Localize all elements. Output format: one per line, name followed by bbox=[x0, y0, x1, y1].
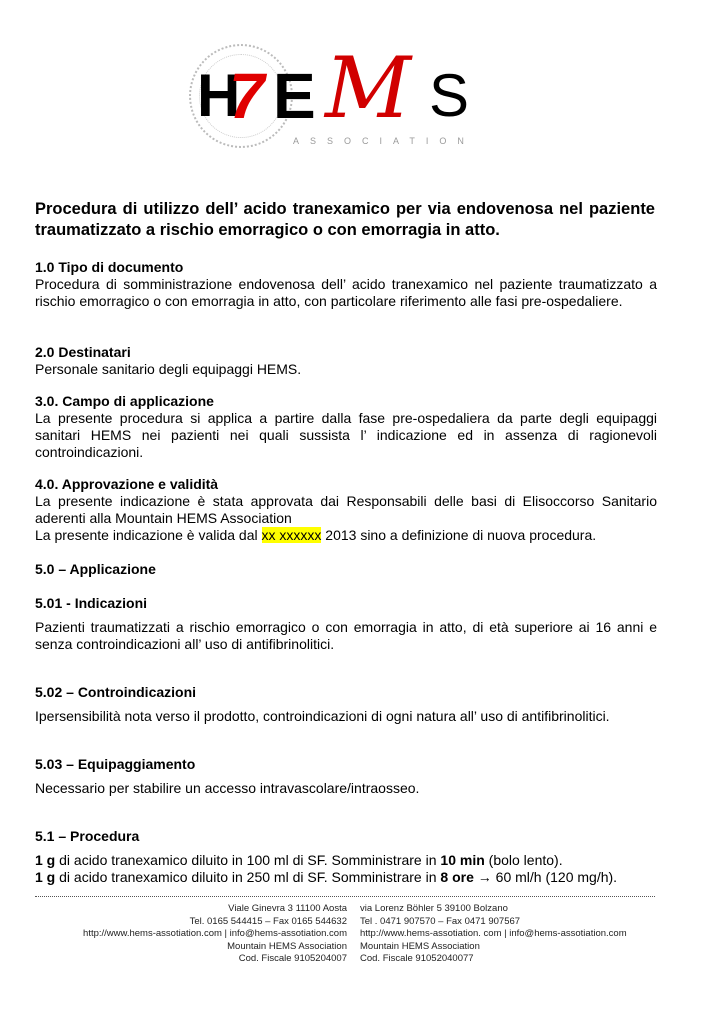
section-body-validita bbox=[35, 527, 657, 544]
section-heading-controindicazioni: 5.02 – Controindicazioni bbox=[35, 684, 197, 700]
hems-association-logo bbox=[185, 40, 525, 165]
section-body-controindicazioni: Ipersensibilità nota verso il prodotto, controindicazioni di ogni natura all’ uso di antifibrinolitici. bbox=[35, 708, 610, 724]
section-body-indicazioni: Pazienti traumatizzati a rischio emorragico o con emorragia in atto, di età superiore ai 16 anni e senza controindicazioni all’ uso di antifibrinolitici. bbox=[35, 619, 657, 652]
dose-infusion: 1 g bbox=[35, 869, 56, 885]
logo-letter-s: S bbox=[429, 62, 470, 129]
footer-bolzano-address: via Lorenz Böhler 5 39100 Bolzano bbox=[360, 903, 508, 914]
time-infusion: 8 ore bbox=[440, 869, 474, 885]
footer-aosta-phone: Tel. 0165 544415 – Fax 0165 544632 bbox=[189, 915, 347, 927]
footer-bolzano-org: Mountain HEMS Association bbox=[360, 940, 480, 952]
footer-aosta bbox=[83, 903, 347, 966]
procedure-rest-infusion: → 60 ml/h (120 mg/h). bbox=[473, 869, 618, 885]
footer-divider bbox=[35, 896, 655, 897]
section-heading-indicazioni: 5.01 - Indicazioni bbox=[35, 595, 148, 611]
validity-text-start: La presente indicazione è valida dal bbox=[35, 527, 262, 543]
procedure-text-infusion: di acido tranexamico diluito in 250 ml di SF. Somministrare in bbox=[55, 869, 441, 885]
section-heading-tipo-documento: 1.0 Tipo di documento bbox=[35, 259, 184, 275]
section-body-equipaggiamento: Necessario per stabilire un accesso intravascolare/intraosseo. bbox=[35, 780, 420, 796]
dose-bolus: 1 g bbox=[35, 852, 56, 868]
footer-bolzano-web[interactable]: http://www.hems-assotiation. com | info@hems-assotiation.com bbox=[360, 928, 627, 939]
footer-bolzano bbox=[360, 903, 627, 966]
footer-aosta-tax-code: Cod. Fiscale 9105204007 bbox=[238, 953, 347, 964]
logo-letter-m: M bbox=[325, 39, 412, 137]
footer-aosta-web[interactable]: http://www.hems-assotiation.com | info@hems-assotiation.com bbox=[83, 928, 347, 939]
section-body-approvazione: La presente indicazione è stata approvata dai Responsabili delle basi di Elisoccorso Sanitario aderenti alla Mountain HEMS Association bbox=[35, 493, 657, 526]
logo-letter-h: H bbox=[197, 62, 237, 129]
section-heading-equipaggiamento: 5.03 – Equipaggiamento bbox=[35, 756, 196, 772]
procedure-rest-bolus: (bolo lento). bbox=[484, 852, 563, 868]
footer-bolzano-phone: Tel . 0471 907570 – Fax 0471 907567 bbox=[360, 915, 521, 927]
procedure-text-bolus: di acido tranexamico diluito in 100 ml di SF. Somministrare in bbox=[55, 852, 441, 868]
section-heading-destinatari: 2.0 Destinatari bbox=[35, 344, 131, 360]
section-heading-applicazione: 5.0 – Applicazione bbox=[35, 561, 156, 577]
procedure-line-infusion bbox=[35, 869, 657, 886]
footer-bolzano-tax-code: Cod. Fiscale 91052040077 bbox=[360, 953, 474, 964]
validity-text-end: 2013 sino a definizione di nuova procedura. bbox=[321, 527, 597, 543]
section-body-tipo-documento: Procedura di somministrazione endovenosa dell’ acido tranexamico nel paziente traumatizzato a rischio emorragico o con emorragia in atto, con particolare riferimento alle fasi pre-ospedaliere. bbox=[35, 276, 657, 309]
section-body-destinatari: Personale sanitario degli equipaggi HEMS. bbox=[35, 361, 302, 377]
logo-subtitle: ASSOCIATION bbox=[293, 136, 475, 146]
document-title: Procedura di utilizzo dell’ acido tranexamico per via endovenosa nel paziente traumatizzato a rischio emorragico o con emorragia in atto. bbox=[35, 200, 655, 239]
time-bolus: 10 min bbox=[440, 852, 485, 868]
section-heading-approvazione: 4.0. Approvazione e validità bbox=[35, 476, 219, 492]
section-heading-procedura: 5.1 – Procedura bbox=[35, 828, 140, 844]
footer-aosta-org: Mountain HEMS Association bbox=[227, 940, 347, 952]
logo-letter-e: E bbox=[273, 60, 316, 132]
logo-letter-seven: 7 bbox=[229, 60, 265, 132]
procedure-line-bolus bbox=[35, 852, 657, 869]
footer-aosta-address: Viale Ginevra 3 11100 Aosta bbox=[228, 903, 347, 914]
section-body-campo-applicazione: La presente procedura si applica a partire dalla fase pre-ospedaliera da parte degli equipaggi sanitari HEMS nei pazienti nei quali sussista l’ indicazione ed in assenza di ragionevoli controindicazioni. bbox=[35, 410, 657, 460]
section-heading-campo-applicazione: 3.0. Campo di applicazione bbox=[35, 393, 214, 409]
validity-date-placeholder: xx xxxxxx bbox=[261, 527, 322, 543]
